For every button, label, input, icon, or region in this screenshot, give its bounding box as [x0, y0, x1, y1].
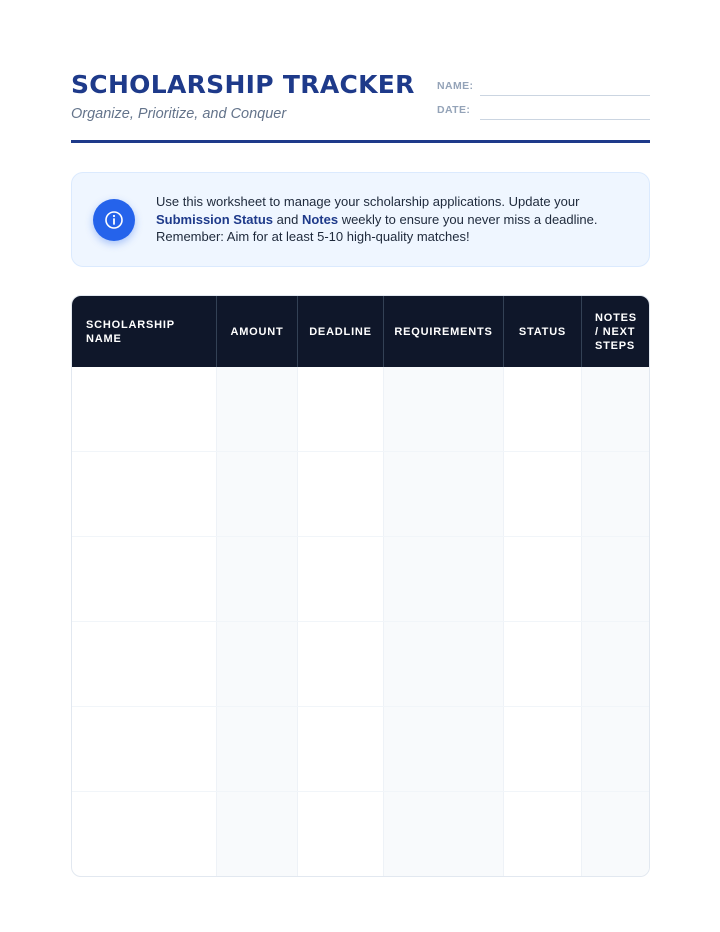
header-divider [71, 140, 650, 143]
page-header [71, 70, 650, 142]
notes-emphasis: Notes [301, 211, 339, 227]
row-divider [72, 451, 649, 452]
date-field[interactable] [437, 98, 650, 120]
name-line[interactable] [480, 95, 650, 96]
header-notes: NOTES / NEXT STEPS [595, 311, 637, 352]
info-icon [93, 199, 135, 241]
date-line[interactable] [480, 119, 650, 120]
row-divider [72, 706, 649, 707]
info-text: Use this worksheet to manage your scholarship applications. Update your Submission Status and Notes weekly to ensure you never miss a deadline. Remember: Aim for at least 5-10 high-quality matches! [156, 194, 598, 244]
page-title: SCHOLARSHIP TRACKER [71, 70, 415, 99]
name-label: NAME: [437, 80, 474, 92]
header-status: STATUS [504, 296, 582, 367]
row-divider [72, 536, 649, 537]
header-amount: AMOUNT [217, 296, 298, 367]
header-deadline: DEADLINE [298, 296, 384, 367]
info-box [71, 172, 650, 267]
header-requirements: REQUIREMENTS [384, 296, 504, 367]
submission-status-emphasis: Submission Status [156, 211, 274, 227]
date-label: DATE: [437, 104, 471, 116]
table-header [72, 296, 649, 367]
header-scholarship-name: SCHOLARSHIP NAME [72, 296, 217, 367]
row-divider [72, 621, 649, 622]
row-divider [72, 791, 649, 792]
tracker-table [71, 295, 650, 877]
name-field[interactable] [437, 74, 650, 96]
page-subtitle: Organize, Prioritize, and Conquer [71, 106, 287, 122]
